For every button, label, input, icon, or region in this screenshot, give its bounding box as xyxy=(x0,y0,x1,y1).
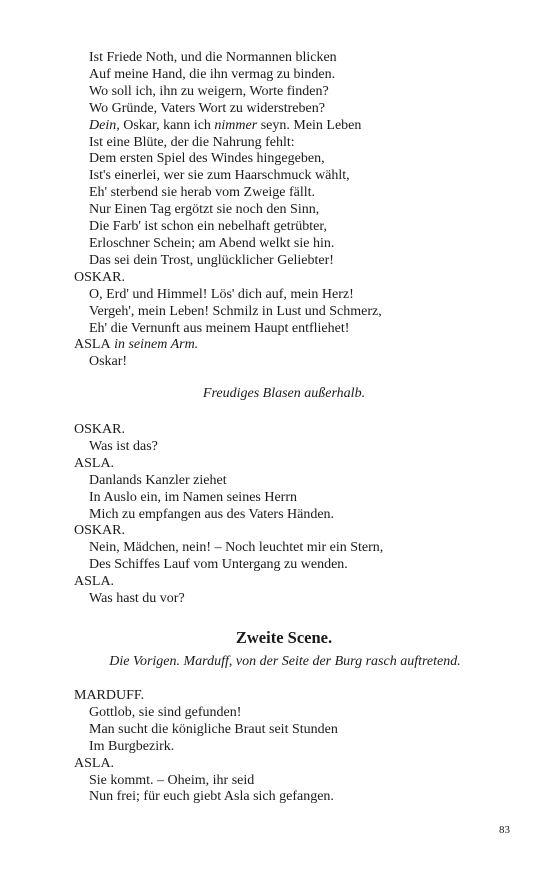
verse-text: seyn. Mein Leben xyxy=(257,117,362,133)
verse-line: Dem ersten Spiel des Windes hingegeben, xyxy=(89,151,325,167)
dialogue-block-3 xyxy=(74,688,494,806)
inline-stage-direction: in seinem Arm. xyxy=(110,337,199,353)
speaker-name xyxy=(74,337,494,354)
emphasis: nimmer xyxy=(214,117,258,133)
speaker-name: MARDUFF. xyxy=(74,688,145,703)
verse-line: Mich zu empfangen aus des Vaters Händen. xyxy=(89,506,335,522)
verse-line: Ist Friede Noth, und die Normannen blicken xyxy=(89,50,337,65)
speaker-name: ASLA. xyxy=(74,755,115,771)
verse-line: Im Burgbezirk. xyxy=(89,738,175,754)
verse-line xyxy=(74,118,494,135)
verse-line: Ist's einerlei, wer sie zum Haarschmuck wählt, xyxy=(89,168,350,184)
verse-line: Man sucht die königliche Braut seit Stunden xyxy=(89,721,338,737)
speaker-label: ASLA xyxy=(74,337,111,353)
speaker-name: ASLA. xyxy=(74,574,115,590)
verse-line: Des Schiffes Lauf vom Untergang zu wenden. xyxy=(89,557,348,573)
page-number: 83 xyxy=(499,824,510,836)
verse-line: Was hast du vor? xyxy=(89,591,185,607)
scene-title: Zweite Scene. xyxy=(235,628,333,647)
speaker-name: OSKAR. xyxy=(74,269,125,285)
verse-line: Nun frei; für euch giebt Asla sich gefangen. xyxy=(89,789,334,805)
verse-text: Oskar, kann ich xyxy=(119,117,215,133)
emphasis: Dein, xyxy=(89,117,120,133)
stage-direction: Freudiges Blasen außerhalb. xyxy=(202,386,366,401)
verse-line: Das sei dein Trost, unglücklicher Geliebter! xyxy=(89,252,334,268)
verse-line: O, Erd' und Himmel! Lös' dich auf, mein Herz! xyxy=(89,286,354,302)
speaker-name: ASLA. xyxy=(74,455,115,471)
verse-line: Vergeh', mein Leben! Schmilz in Lust und Schmerz, xyxy=(89,303,382,319)
verse-line: Sie kommt. – Oheim, ihr seid xyxy=(89,772,255,788)
verse-line: Gottlob, sie sind gefunden! xyxy=(89,704,242,720)
verse-line: In Auslo ein, im Namen seines Herrn xyxy=(89,489,298,505)
scene-stage-direction: Die Vorigen. Marduff, von der Seite der Burg rasch auftretend. xyxy=(109,654,461,669)
verse-line: Nein, Mädchen, nein! – Noch leuchtet mir ein Stern, xyxy=(89,540,384,556)
verse-line: Eh' die Vernunft aus meinem Haupt entfliehet! xyxy=(89,320,350,336)
verse-line: Erloschner Schein; am Abend welkt sie hin. xyxy=(89,235,335,251)
dialogue-block-asla-monologue xyxy=(74,50,494,371)
verse-line: Danlands Kanzler ziehet xyxy=(89,472,227,488)
verse-line: Nur Einen Tag ergötzt sie noch den Sinn, xyxy=(89,202,320,218)
verse-line: Die Farb' ist schon ein nebelhaft getrübter, xyxy=(89,219,327,235)
verse-line: Eh' sterbend sie herab vom Zweige fällt. xyxy=(89,185,316,201)
verse-line: Wo Gründe, Vaters Wort zu widerstreben? xyxy=(89,100,325,116)
verse-line: Wo soll ich, ihn zu weigern, Worte finden? xyxy=(89,83,329,99)
verse-line: Was ist das? xyxy=(89,438,158,454)
speaker-name: OSKAR. xyxy=(74,523,125,539)
verse-line: Oskar! xyxy=(89,354,128,370)
verse-line: Ist eine Blüte, der die Nahrung fehlt: xyxy=(89,134,295,150)
dialogue-block-2 xyxy=(74,422,494,608)
scene-heading-block xyxy=(74,628,494,648)
speaker-name: OSKAR. xyxy=(74,422,125,437)
verse-line: Auf meine Hand, die ihn vermag zu binden. xyxy=(89,66,336,82)
